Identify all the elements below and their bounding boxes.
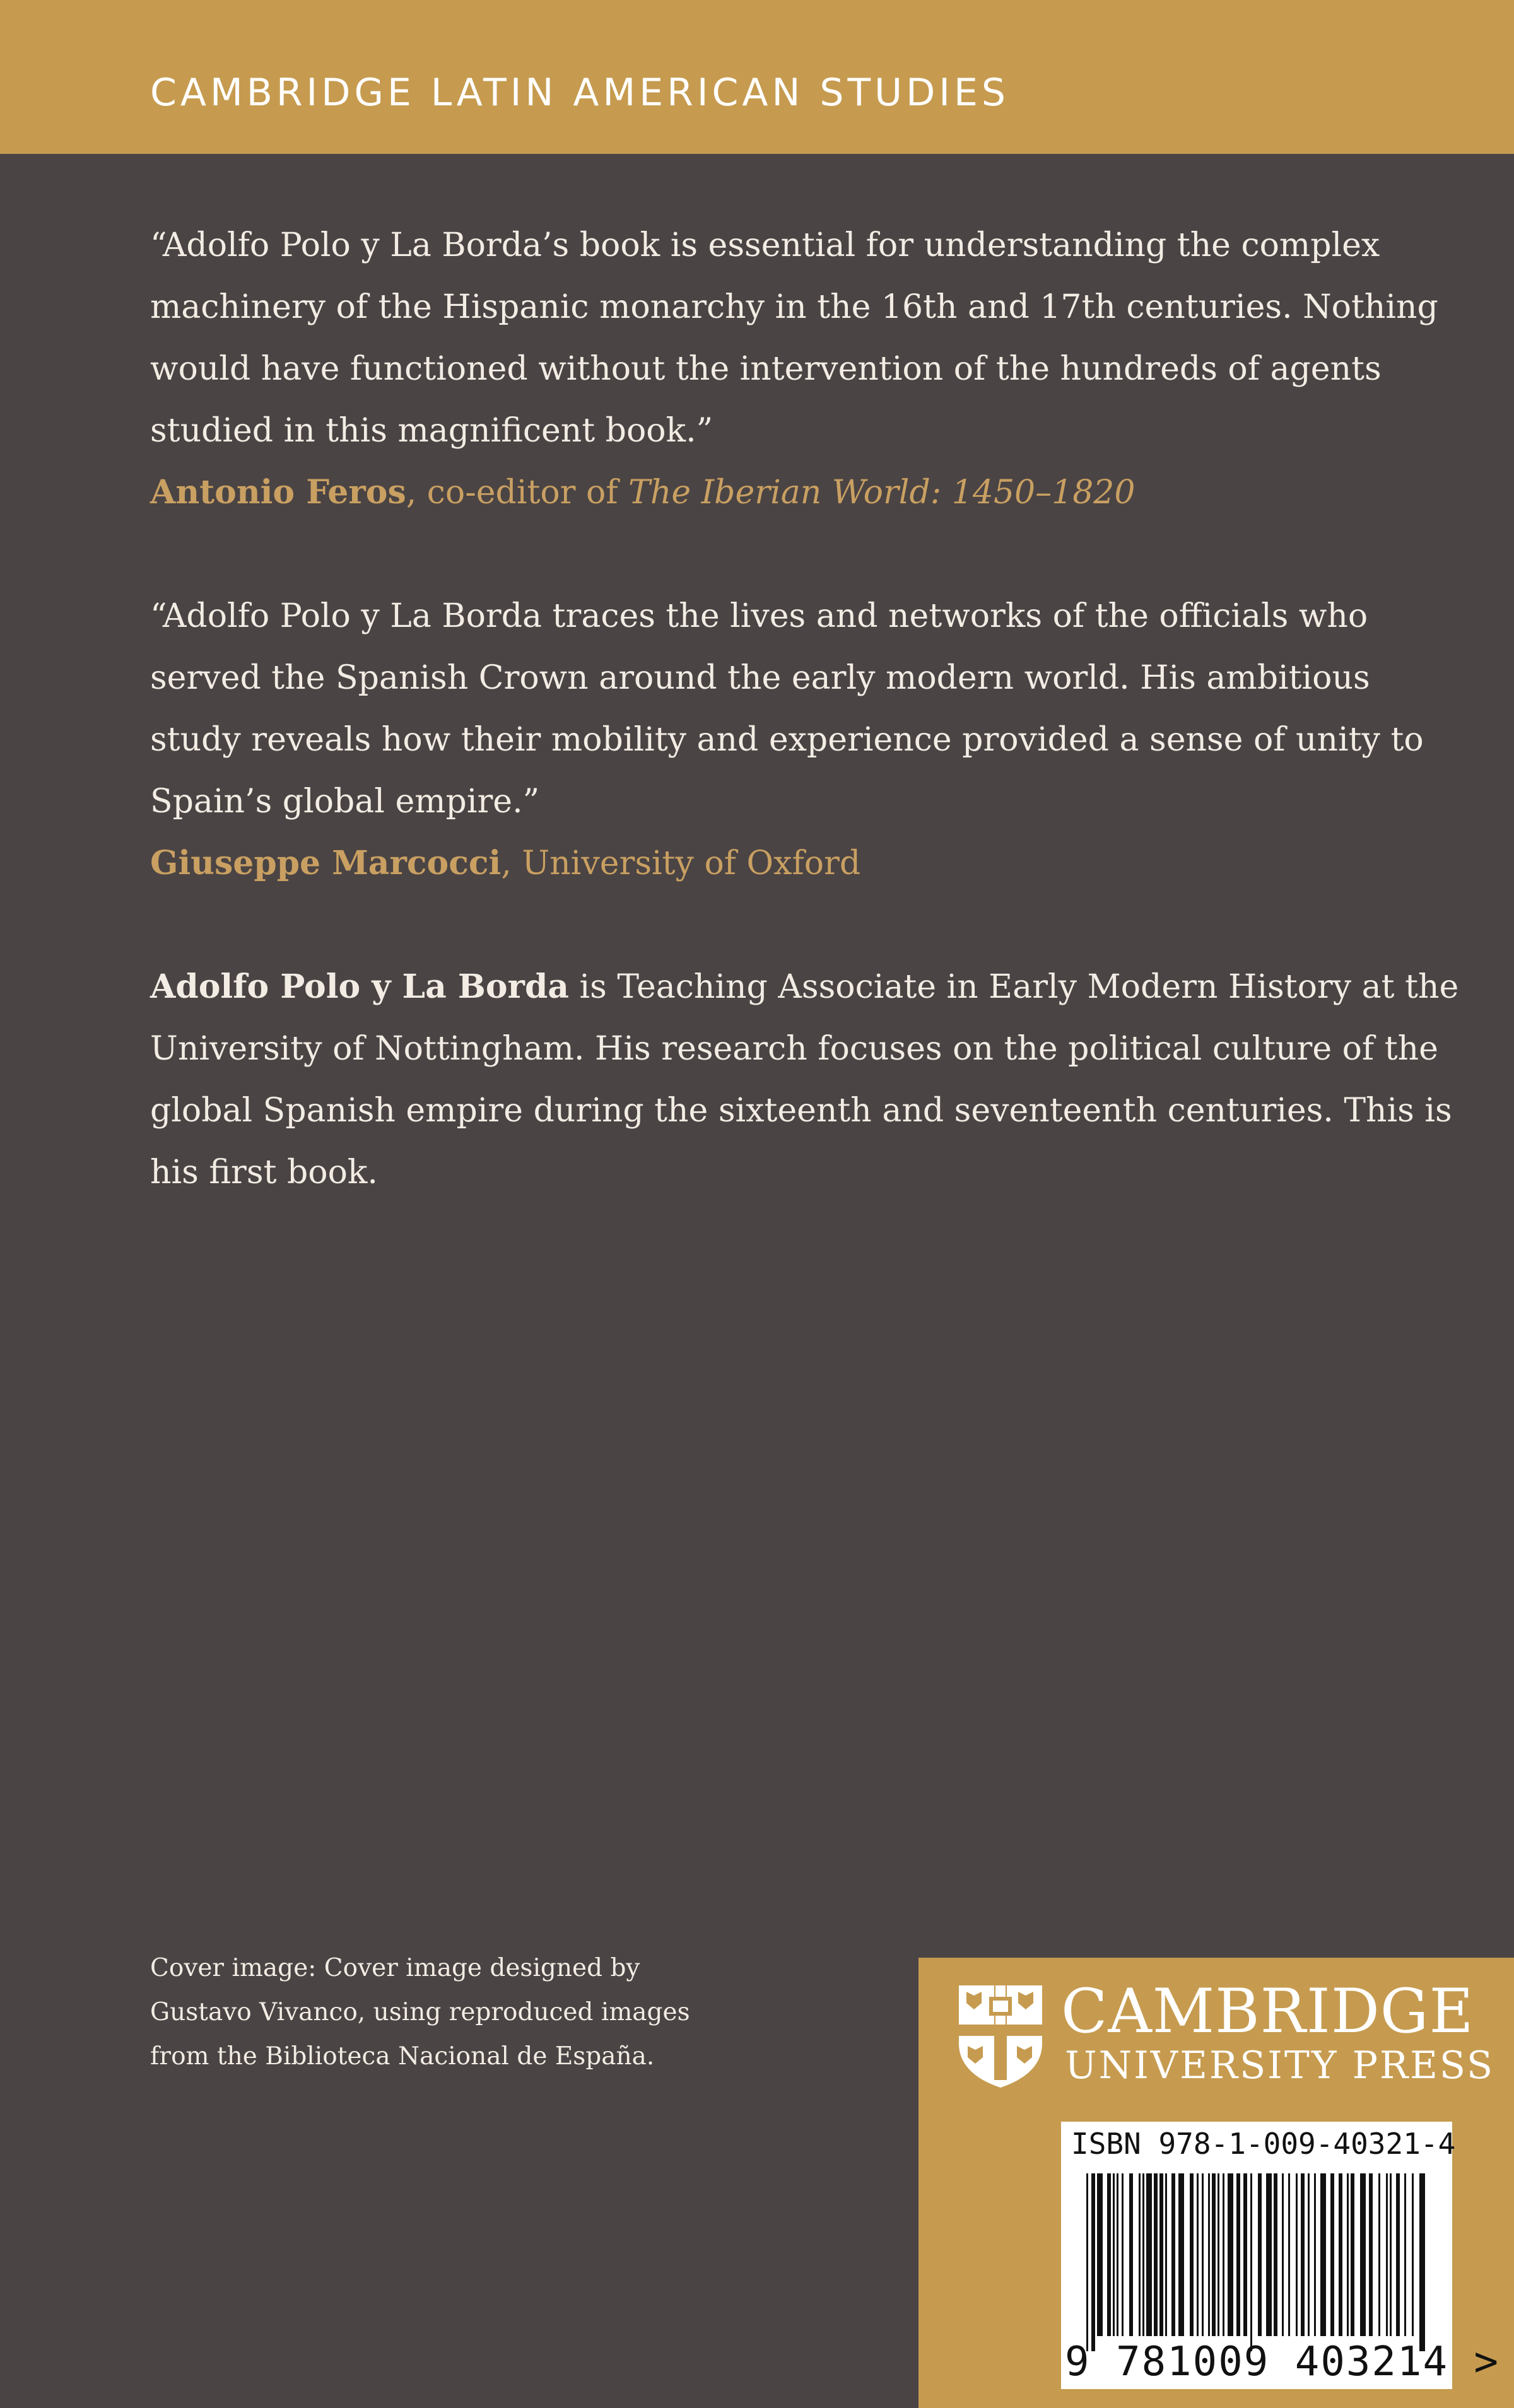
publisher-subname: UNIVERSITY PRESS [1065,2043,1495,2088]
publisher-panel [918,1958,1514,2408]
endorsement-attribution [150,833,1462,894]
barcode-bar [1236,2173,1240,2336]
barcode-bar [1360,2173,1366,2336]
barcode-bar [1178,2173,1184,2336]
endorsement-2 [150,585,1462,894]
barcode-bar [1320,2173,1326,2336]
barcode-bar [1190,2173,1194,2336]
barcode-bar [1097,2173,1103,2336]
barcode-bar [1159,2173,1163,2336]
endorser-affiliation: , University of Oxford [501,845,861,882]
endorsement-1 [150,214,1462,523]
barcode-bar [1288,2173,1290,2336]
endorsement-attribution [150,462,1462,523]
author-name: Adolfo Polo y La Borda [150,967,569,1006]
barcode-bar [1266,2173,1272,2336]
barcode-bar [1113,2173,1115,2336]
barcode-bar [1165,2173,1167,2336]
barcode-bar [1308,2173,1310,2336]
barcode-bar [1404,2173,1406,2336]
barcode-bar [1223,2173,1224,2336]
barcode-bar [1218,2173,1219,2336]
barcode-bar [1250,2173,1252,2351]
endorsement-quote: “Adolfo Polo y La Borda’s book is essential for understanding the complex machinery of the Hispanic monarchy in the 16th and 17th centuries. Nothing would have functioned without the intervention of the hundreds of agents studied in this magnificent book.” [150,226,1438,450]
barcode-bar [1351,2173,1354,2336]
barcode-bar [1208,2173,1210,2336]
barcode-panel [1061,2122,1500,2389]
back-cover-content [150,214,1462,1203]
barcode-bar [1258,2173,1262,2336]
barcode-bar [1122,2173,1124,2336]
barcode-bar [1339,2173,1342,2336]
isbn-label: ISBN 978-1-009-40321-4 [1071,2127,1456,2161]
barcode-bar [1154,2173,1158,2336]
barcode-bar [1314,2173,1316,2336]
barcode-bar [1129,2173,1133,2336]
endorsement-quote: “Adolfo Polo y La Borda traces the lives and networks of the officials who served the Spanish Crown around the early modern world. His ambitious study reveals how their mobility and experience provided a sense of unity to Spain’s global empire.” [150,597,1424,821]
barcode-bar [1202,2173,1204,2336]
barcode-bar [1390,2173,1392,2336]
series-title: CAMBRIDGE LATIN AMERICAN STUDIES [150,71,1009,115]
barcode-bar [1301,2173,1305,2336]
barcode-bar [1412,2173,1414,2336]
barcode-bar [1386,2173,1388,2336]
barcode-bar [1091,2173,1095,2351]
barcode-bar [1274,2173,1277,2336]
barcode-bar [1212,2173,1216,2336]
cover-image-credit: Cover image: Cover image designed by Gustavo Vivanco, using reproduced images from the Biblioteca Nacional de España. [150,1954,690,2071]
publisher-name: CAMBRIDGE [1061,1976,1474,2047]
author-bio-text: is Teaching Associate in Early Modern History at the University of Nottingham. His research focuses on the political culture of the global Spanish empire during the sixteenth and seventeenth centuries. This is his first book. [150,968,1459,1191]
cambridge-crest-icon [956,1983,1045,2089]
barcode-bar [1142,2173,1144,2336]
series-band [0,0,1514,154]
author-bio [150,956,1462,1203]
endorser-affiliation-prefix: , co-editor of [406,474,629,511]
barcode-bar [1419,2173,1425,2351]
barcode-bar [1197,2173,1199,2336]
barcode-bar [1107,2173,1111,2336]
barcode-bar [1146,2173,1152,2336]
barcode-bar [1139,2173,1141,2336]
barcode-bar [1171,2173,1175,2336]
barcode-bar [1378,2173,1380,2336]
barcode-bar [1228,2173,1233,2336]
barcode-bar [1282,2173,1284,2336]
barcode-bar [1396,2173,1400,2336]
endorser-book-title: The Iberian World: 1450–1820 [628,474,1136,511]
barcode-bar [1086,2173,1088,2351]
barcode-bar [1296,2173,1298,2336]
endorser-name: Antonio Feros [150,473,406,511]
barcode-bar [1369,2173,1373,2336]
barcode-bar [1347,2173,1349,2336]
barcode-bar [1243,2173,1247,2336]
barcode-bar [1330,2173,1334,2336]
barcode-bar [1117,2173,1118,2336]
endorser-name: Giuseppe Marcocci [150,844,502,882]
barcode-digits: 9 781009 403214 > [1065,2339,1500,2385]
